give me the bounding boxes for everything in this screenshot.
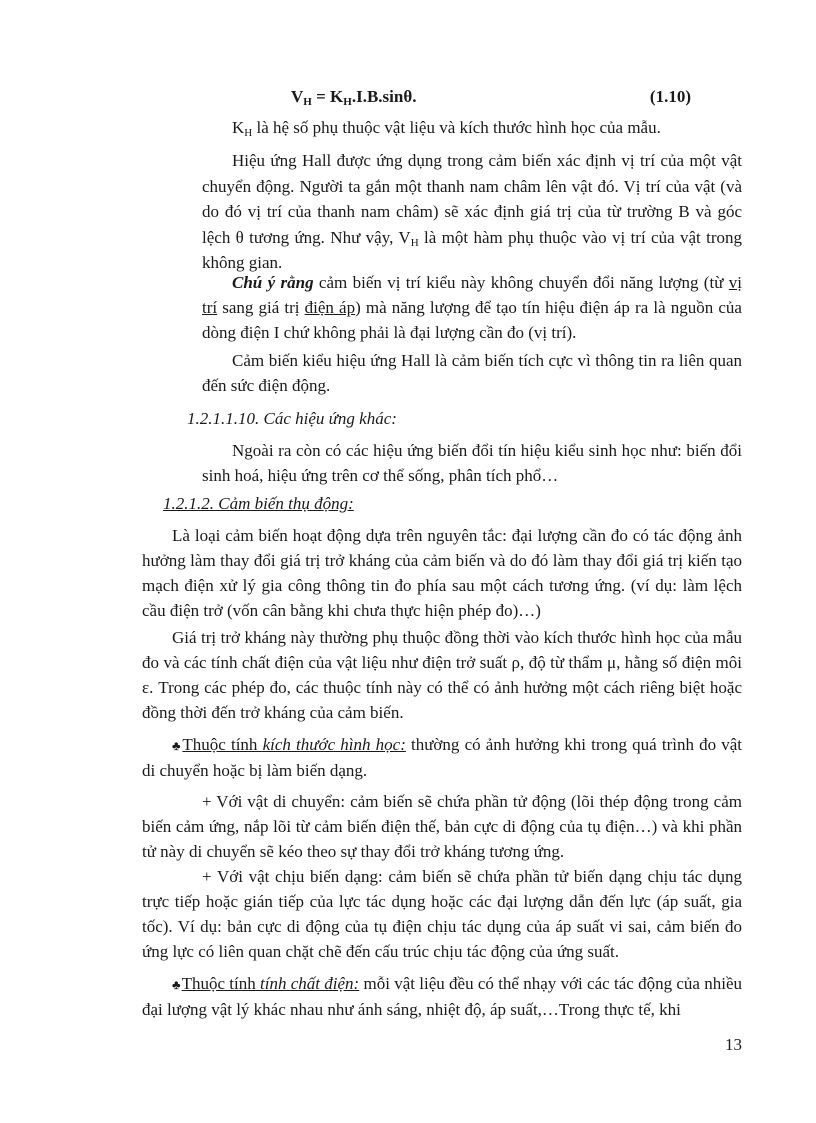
equation-number: (1.10) <box>649 87 691 106</box>
hall-active-paragraph: Cảm biến kiểu hiệu ứng Hall là cảm biến tích cực vì thông tin ra liên quan đến sức điện động. <box>202 351 742 395</box>
kh-definition: $K_H$ là hệ số phụ thuộc vật liệu và kích thước hình học của mẫu. <box>232 118 661 139</box>
club-bullet-icon: ♣ <box>172 977 181 992</box>
equation <box>291 84 691 109</box>
moving-object-paragraph: + Với vật di chuyển: cảm biến sẽ chứa phần tử động (lõi thép động trong cảm biến cảm ứng, nắp lõi từ cảm biến điện thế, bản cực di động của tụ điện…) và khi phần tử này di chuyển sẽ kéo theo sự thay đổi trở kháng tương ứng. <box>142 792 742 861</box>
other-effects-paragraph: Ngoài ra còn có các hiệu ứng biến đổi tín hiệu kiểu sinh học như: biến đổi sinh hoá, hiệu ứng trên cơ thể sống, phân tích phổ… <box>202 441 742 485</box>
club-bullet-icon: ♣ <box>172 738 182 753</box>
deformation-paragraph: + Với vật chịu biến dạng: cảm biến sẽ chứa phần tử biến dạng chịu tác dụng trực tiếp hoặc gián tiếp của lực tác dụng hoặc các đại lượng dẫn đến lực (áp suất, gia tốc). Ví dụ: bản cực di động của tụ điện chịu tác dụng của áp suất vi sai, cảm biến đo ứng lực có liên quan chặt chẽ đến cấu trúc chịu tác động của ứng suất. <box>142 867 742 961</box>
heading-other-effects: 1.2.1.1.10. Các hiệu ứng khác: <box>187 409 397 428</box>
hall-application-paragraph: Hiệu ứng Hall được ứng dụng trong cảm biến xác định vị trí của một vật chuyển động. Người ta gắn một thanh nam châm lên vật đó. Vị trí của vật (và do đó vị trí của thanh nam châm) sẽ xác định giá trị của từ trường B và góc lệch θ tương ứng. Như vậy, $V_H$ là một hàm phụ thuộc vào vị trí của vật trong không gian. <box>202 151 743 272</box>
note-paragraph: Chú ý rằng cảm biến vị trí kiểu này không chuyển đổi năng lượng (từ vị trí sang giá trị điện áp) mà năng lượng để tạo tín hiệu điện áp ra là nguồn của dòng điện I chứ không phải là đại lượng cần đo (vị trí). <box>202 273 742 342</box>
heading-passive-sensor: 1.2.1.2. Cảm biến thụ động: <box>163 494 354 513</box>
passive-definition-paragraph: Là loại cảm biến hoạt động dựa trên nguyên tắc: đại lượng cần đo có tác động ảnh hưởng làm thay đổi giá trị trở kháng của cảm biến và do đó làm thay đổi giá trị kiến tạo mạch điện xử lý gia công thông tin đo phía sau một cách tương ứng. (ví dụ: làm lệch cầu điện trở (vốn cân bằng khi chưa thực hiện phép đo)…) <box>142 526 742 620</box>
geometric-property-paragraph: ♣Thuộc tính kích thước hình học: thường có ảnh hưởng khi trong quá trình đo vật di chuyển hoặc bị làm biến dạng. <box>142 735 742 780</box>
electrical-property-paragraph: ♣Thuộc tính tính chất điện: mỗi vật liệu đều có thể nhạy với các tác động của nhiều đại lượng vật lý khác nhau như ánh sáng, nhiệt độ, áp suất,…Trong thực tế, khi <box>142 974 742 1019</box>
page-number: 13 <box>725 1035 742 1054</box>
equation-lhs: $V_H = K_H.I.B.\sin\theta$. <box>291 87 417 108</box>
impedance-paragraph: Giá trị trở kháng này thường phụ thuộc đồng thời vào kích thước hình học của mẫu đo và các tính chất điện của vật liệu như điện trở suất ρ, độ từ thẩm μ, hằng số điện môi ε. Trong các phép đo, các thuộc tính này có thể có ảnh hưởng một cách riêng biệt hoặc đồng thời đến trở kháng của cảm biến. <box>142 628 742 722</box>
underlined-voltage: điện áp <box>304 298 356 317</box>
underlined-position: vị trí <box>202 273 742 317</box>
